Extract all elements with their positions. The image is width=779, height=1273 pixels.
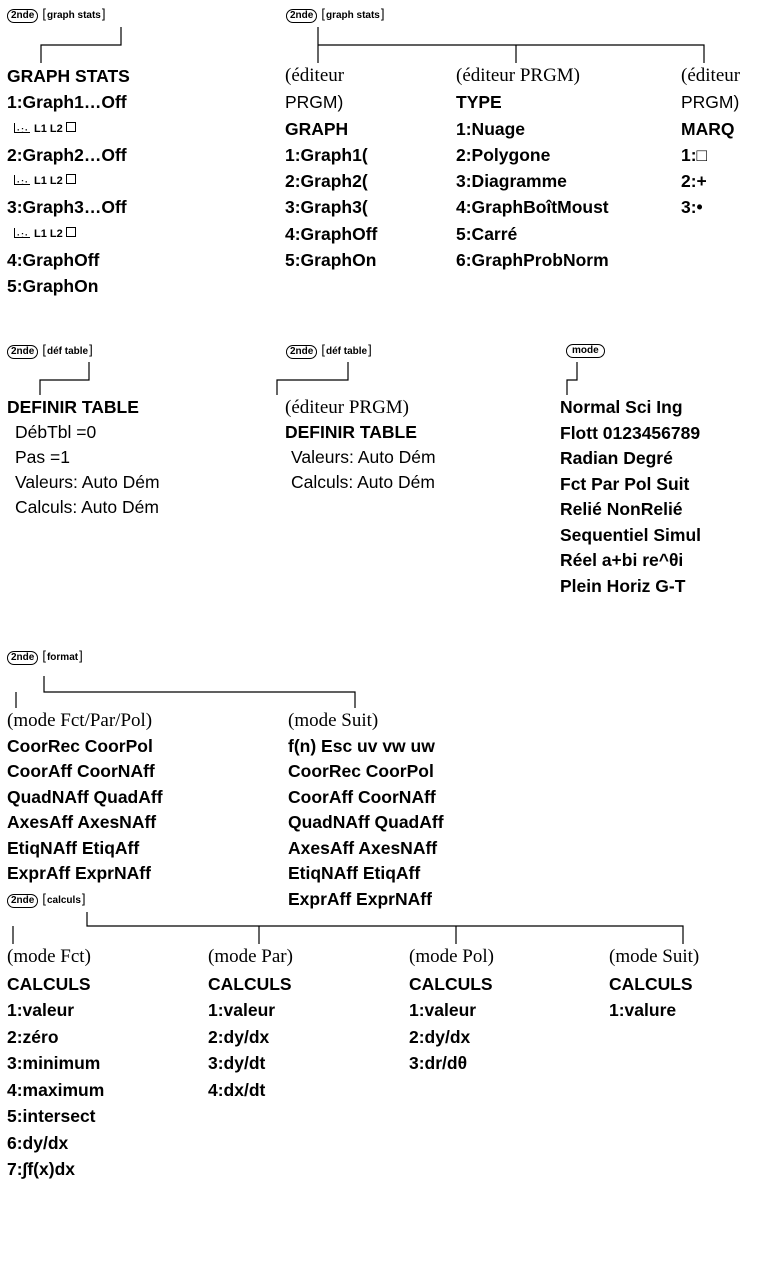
- menu-title: TYPE: [456, 92, 502, 113]
- key-2nde: 2nde: [286, 9, 317, 23]
- menu-title: CALCULS: [409, 973, 493, 994]
- key-graph-stats: [ graph stats ]: [42, 8, 105, 22]
- mode-line: Normal Sci Ing: [560, 397, 683, 417]
- scatter-plot-icon: [14, 123, 30, 133]
- menu-item: 4:maximum: [7, 1079, 105, 1100]
- menu-item: 4:GraphOff: [7, 250, 100, 271]
- mode-line: Fct Par Pol Suit: [560, 473, 690, 494]
- key-def-table: [ déf table ]: [42, 344, 92, 358]
- menu-title: CALCULS: [609, 973, 693, 994]
- setting-line: Valeurs: Auto Dém: [15, 472, 160, 492]
- mode-line: Flott 0123456789: [560, 422, 701, 443]
- key-2nde: 2nde: [7, 894, 38, 908]
- column-heading: (mode Suit): [288, 710, 379, 731]
- key-2nde: 2nde: [7, 9, 38, 23]
- key-2nde: 2nde: [286, 345, 317, 359]
- mark-box-icon: [66, 227, 76, 237]
- menu-item: 3:Diagramme: [456, 171, 567, 192]
- mode-menu: [560, 395, 701, 599]
- menu-item: 3:dy/dt: [208, 1053, 266, 1073]
- key-2nde: 2nde: [7, 345, 38, 359]
- def-table-menu: [7, 395, 160, 520]
- mode-line: Sequentiel Simul: [560, 524, 701, 545]
- key-combo-graph-stats-prgm: [286, 8, 385, 23]
- scatter-plot-icon: [14, 228, 30, 238]
- menu-item: 6:GraphProbNorm: [456, 250, 609, 271]
- menu-item: 1:valeur: [409, 1000, 477, 1020]
- menu-title: GRAPH STATS: [7, 66, 130, 86]
- menu-item: 5:intersect: [7, 1106, 96, 1126]
- format-line: AxesAff AxesNAff: [288, 837, 438, 858]
- menu-item: 3:dr/dθ: [409, 1053, 468, 1073]
- calculs-pol-column: [409, 944, 494, 1077]
- menu-item: 1:Graph1…Off: [7, 92, 127, 113]
- key-combo-calculs: [7, 893, 86, 908]
- key-format: [ format ]: [42, 650, 82, 664]
- setting-line: Valeurs: Auto Dém: [291, 447, 436, 467]
- key-combo-def-table-prgm: [286, 344, 372, 359]
- column-heading: (mode Suit): [609, 946, 700, 967]
- format-line: QuadNAff QuadAff: [288, 812, 444, 832]
- format-line: CoorRec CoorPol: [7, 735, 153, 756]
- key-combo-def-table: [7, 344, 93, 359]
- calculs-par-column: [208, 944, 293, 1103]
- menu-title: CALCULS: [208, 973, 292, 994]
- menu-item: 1:Nuage: [456, 118, 526, 139]
- format-line: ExprAff ExprNAff: [288, 888, 432, 909]
- key-mode: [566, 344, 605, 358]
- mode-line: Réel a+bi re^θi: [560, 550, 684, 570]
- menu-item: 5:GraphOn: [285, 250, 377, 271]
- format-line: CoorAff CoorNAff: [288, 786, 436, 807]
- setting-line: Calculs: Auto Dém: [15, 497, 159, 517]
- column-heading: (mode Par): [208, 946, 293, 967]
- calculs-fct-column: [7, 944, 104, 1183]
- menu-item: 2:+: [681, 171, 707, 192]
- calculs-suit-column: [609, 944, 699, 1024]
- column-heading: (mode Fct/Par/Pol): [7, 710, 153, 731]
- column-heading: (éditeur PRGM): [285, 397, 410, 418]
- format-line: f(n) Esc uv vw uw: [288, 735, 435, 756]
- setting-line: Pas =1: [15, 447, 70, 467]
- key-graph-stats: [ graph stats ]: [321, 8, 384, 22]
- menu-item: 1:Graph1(: [285, 144, 368, 165]
- mark-box-icon: [66, 174, 76, 184]
- menu-title: DEFINIR TABLE: [7, 397, 139, 417]
- menu-item: 5:Carré: [456, 223, 518, 244]
- column-heading: (mode Fct): [7, 946, 91, 967]
- key-def-table: [ déf table ]: [321, 344, 371, 358]
- format-line: EtiqNAff EtiqAff: [7, 837, 140, 858]
- menu-item: 4:GraphOff: [285, 223, 378, 244]
- format-line: EtiqNAff EtiqAff: [288, 863, 421, 883]
- prgm-graph-column: [285, 63, 377, 273]
- menu-item: 2:Graph2(: [285, 171, 368, 192]
- menu-item: 3:•: [681, 197, 703, 218]
- menu-item: 1:□: [681, 144, 708, 165]
- key-combo-graph-stats: [7, 8, 106, 23]
- setting-line: DébTbl =0: [15, 422, 97, 442]
- menu-item: 2:Polygone: [456, 144, 551, 165]
- format-line: ExprAff ExprNAff: [7, 863, 151, 883]
- menu-item: 1:valeur: [7, 1000, 75, 1020]
- setting-line: Calculs: Auto Dém: [291, 472, 435, 492]
- menu-item: 1:valure: [609, 1000, 677, 1020]
- format-fct-column: [7, 708, 163, 887]
- column-heading: (éditeur: [285, 65, 345, 86]
- menu-title: GRAPH: [285, 118, 349, 139]
- column-heading: PRGM): [285, 92, 344, 113]
- format-line: CoorAff CoorNAff: [7, 761, 155, 781]
- menu-item: 4:GraphBoîtMoust: [456, 197, 609, 218]
- column-heading: (éditeur PRGM): [456, 65, 581, 86]
- menu-item: 7:∫f(x)dx: [7, 1159, 75, 1179]
- menu-item: 2:dy/dx: [409, 1026, 471, 1047]
- mark-box-icon: [66, 122, 76, 132]
- menu-item: 4:dx/dt: [208, 1079, 266, 1100]
- menu-item: 2:Graph2…Off: [7, 144, 127, 165]
- menu-item: 3:minimum: [7, 1053, 101, 1073]
- menu-item: 2:zéro: [7, 1026, 59, 1047]
- format-line: QuadNAff QuadAff: [7, 786, 163, 807]
- mode-line: Radian Degré: [560, 448, 673, 468]
- column-heading: PRGM): [681, 92, 740, 113]
- key-mode-label: mode: [566, 344, 605, 358]
- menu-item: 2:dy/dx: [208, 1026, 270, 1047]
- menu-title: MARQ: [681, 118, 735, 139]
- key-calculs: [ calculs ]: [42, 893, 85, 907]
- plot-sub-line: ·:·L1 L2: [7, 168, 130, 194]
- menu-title: DEFINIR TABLE: [285, 422, 417, 442]
- prgm-marq-column: [681, 63, 740, 221]
- format-line: AxesAff AxesNAff: [7, 812, 157, 832]
- menu-title: CALCULS: [7, 973, 91, 994]
- prgm-type-column: [456, 63, 609, 273]
- menu-item: 3:Graph3(: [285, 197, 368, 218]
- menu-item: 5:GraphOn: [7, 276, 99, 297]
- menu-item: 3:Graph3…Off: [7, 197, 127, 218]
- format-line: CoorRec CoorPol: [288, 761, 434, 781]
- menu-item: 1:valeur: [208, 1000, 276, 1020]
- key-2nde: 2nde: [7, 651, 38, 665]
- column-heading: (mode Pol): [409, 946, 494, 967]
- def-table-prgm-menu: [285, 395, 436, 495]
- format-suit-column: [288, 708, 444, 912]
- plot-sub-line: ·:·L1 L2: [7, 221, 130, 247]
- scatter-plot-icon: [14, 175, 30, 185]
- key-combo-format: [7, 650, 83, 665]
- menu-item: 6:dy/dx: [7, 1132, 69, 1153]
- column-heading: (éditeur: [681, 65, 741, 86]
- mode-line: Relié NonRelié: [560, 499, 683, 519]
- graph-stats-menu: [7, 63, 130, 300]
- plot-sub-line: ·:·L1 L2: [7, 116, 130, 142]
- mode-line: Plein Horiz G-T: [560, 575, 686, 596]
